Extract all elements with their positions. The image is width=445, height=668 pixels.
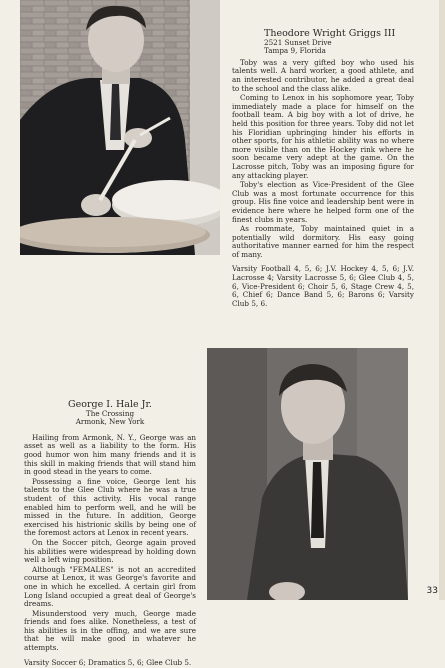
photo-griggs-image — [20, 0, 220, 255]
student-name: George I. Hale Jr. — [68, 399, 152, 410]
photo-hale — [207, 348, 408, 600]
bio-paragraph: On the Soccer pitch, George again proved his abilities were widespread by holding down well a left wing position. — [24, 537, 196, 565]
bio-paragraph: Coming to Lenox in his sophomore year, Toby immediately made a place for himself on the football team. A big boy with a lot of drive, he held this position for three years. Toby did not let his Floridian upbringing hinder his efforts in other sports, for his athletic ability was no where more visible than on the Hockey rink where he soon became very adept at the game. On the Lacrosse pitch, Toby was an imposing figure for any attacking player. — [232, 93, 414, 180]
student-address-line2: Tampa 9, Florida — [264, 46, 326, 56]
entry-griggs — [232, 28, 414, 309]
bio-paragraph: Misunderstood very much, George made friends and foes alike. Nonetheless, a test of his abilities is in the offing, and we are sure that he will make good in whatever he attempts. — [24, 608, 196, 653]
page-number: 33 — [426, 586, 438, 596]
student-address-line1: The Crossing — [85, 409, 135, 418]
student-address-line2: Armonk, New York — [75, 417, 145, 427]
entry-header — [24, 399, 196, 427]
bio-paragraph: Although "FEMALES" is not an accredited course at Lenox, it was George's favorite and one in which he excelled. A certain girl from Long Island occupied a great deal of George's dreams. — [24, 564, 196, 609]
activities-list: Varsity Soccer 6; Dramatics 5, 6; Glee Club 5. — [24, 657, 192, 667]
page-edge — [439, 0, 445, 600]
bio-paragraph: Toby's election as Vice-President of the Glee Club was a most fortunate occurrence for this group. His fine voice and leadership bent were in evidence here where he helped form one of the finest clubs in years. — [232, 180, 414, 224]
bio-paragraph: Hailing from Armonk, N. Y., George was an asset as well as a liability to the form. His good humor won him many friends and it is this skill in making friends that will stand him in good stead in the years to come. — [24, 432, 196, 477]
bio-paragraph: Toby was a very gifted boy who used his talents well. A hard worker, a good athlete, and an interested contributor, he added a great deal to the school and the class alike. — [232, 57, 414, 93]
bio-paragraph: As roommate, Toby maintained quiet in a potentially wild dormitory. His easy going authoritative manner earned for him the respect of many. — [232, 224, 414, 259]
student-name: Theodore Wright Griggs III — [264, 28, 396, 39]
photo-hale-image — [207, 348, 408, 600]
photo-griggs — [20, 0, 220, 255]
activities-list: Varsity Football 4, 5, 6; J.V. Hockey 4, 5, 6; J.V. Lacrosse 4; Varsity Lacrosse 5, 6; Glee Club 4, 5, 6, Vice-President 6; Choir 5, 6, Stage Crew 4, 5, 6, Chief 6; Dance Band 5, 6; Barons 6; Varsity Club 5, 6. — [232, 264, 414, 308]
bio-paragraph: Possessing a fine voice, George lent his talents to the Glee Club where he was a true student of this activity. His vocal range enabled him to perform well, and he will be missed in the future. In addition, George exercised his histrionic skills by being one of the foremost actors at Lenox in recent years. — [24, 476, 196, 538]
student-address-line1: 2521 Sunset Drive — [264, 38, 332, 47]
entry-hale — [24, 399, 196, 668]
